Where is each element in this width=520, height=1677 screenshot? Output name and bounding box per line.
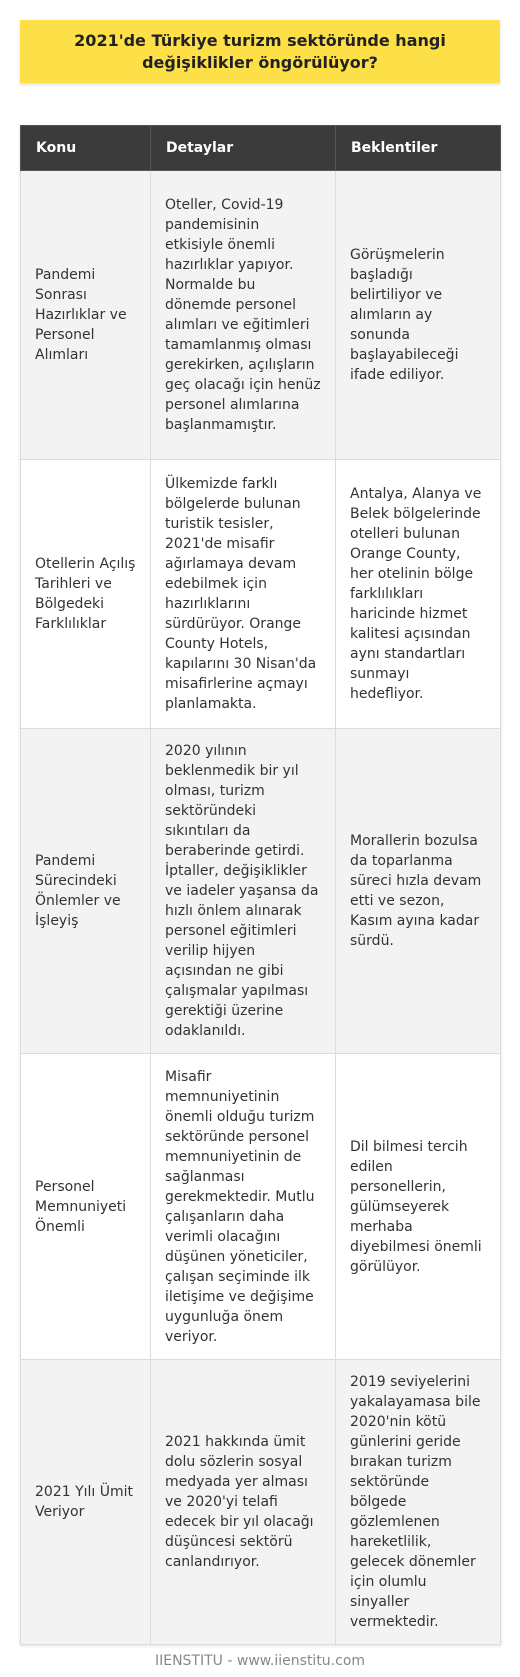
cell-konu: Pandemi Sürecindeki Önlemler ve İşleyiş <box>21 729 151 1054</box>
cell-beklentiler: Dil bilmesi tercih edilen personellerin, gülümseyerek merhaba diyebilmesi önemli görülüyor. <box>336 1054 501 1360</box>
cell-konu: Otellerin Açılış Tarihleri ve Bölgedeki Farklılıklar <box>21 460 151 729</box>
cell-konu: Personel Memnuniyeti Önemli <box>21 1054 151 1360</box>
cell-konu: Pandemi Sonrası Hazırlıklar ve Personel Alımları <box>21 171 151 460</box>
cell-detaylar: Misafir memnuniyetinin önemli olduğu turizm sektöründe personel memnuniyetinin de sağlanması gerekmektedir. Mutlu çalışanların daha verimli olacağını düşünen yöneticiler, çalışan seçiminde ilk iletişime ve değişime uygunluğa önem veriyor. <box>151 1054 336 1360</box>
column-header-detaylar: Detaylar <box>151 126 336 171</box>
data-table <box>20 125 501 1645</box>
cell-beklentiler: Antalya, Alanya ve Belek bölgelerinde otelleri bulunan Orange County, her otelinin bölge farklılıkları haricinde hizmet kalitesi açısından aynı standartları sunmayı hedefliyor. <box>336 460 501 729</box>
cell-detaylar: Oteller, Covid-19 pandemisinin etkisiyle önemli hazırlıklar yapıyor. Normalde bu dönemde personel alımları ve eğitimleri tamamlanmış olması gerekirken, açılışların geç olacağı için henüz personel alımlarına başlanmamıştır. <box>151 171 336 460</box>
column-header-konu: Konu <box>21 126 151 171</box>
title-banner <box>20 20 500 83</box>
cell-detaylar: Ülkemizde farklı bölgelerde bulunan turistik tesisler, 2021'de misafir ağırlamaya devam edebilmek için hazırlıklarını sürdürüyor. Orange County Hotels, kapılarını 30 Nisan'da misafirlerine açmayı planlamakta. <box>151 460 336 729</box>
cell-beklentiler: Görüşmelerin başladığı belirtiliyor ve alımların ay sonunda başlayabileceği ifade ediliyor. <box>336 171 501 460</box>
table-row <box>21 171 501 460</box>
table-row <box>21 1360 501 1645</box>
table-header-row <box>21 126 501 171</box>
table-row <box>21 1054 501 1360</box>
footer-credit: IIENSTITU - www.iienstitu.com <box>154 1653 366 1669</box>
cell-beklentiler: Morallerin bozulsa da toparlanma süreci hızla devam etti ve sezon, Kasım ayına kadar sürdü. <box>336 729 501 1054</box>
cell-beklentiler: 2019 seviyelerini yakalayamasa bile 2020'nin kötü günlerini geride bırakan turizm sektöründe bölgede gözlemlenen hareketlilik, gelecek dönemler için olumlu sinyaller vermektedir. <box>336 1360 501 1645</box>
cell-konu: 2021 Yılı Ümit Veriyor <box>21 1360 151 1645</box>
page-title: 2021'de Türkiye turizm sektöründe hangi değişiklikler öngörülüyor? <box>74 30 446 72</box>
cell-detaylar: 2021 hakkında ümit dolu sözlerin sosyal medyada yer alması ve 2020'yi telafi edecek bir yıl olacağı düşüncesi sektörü canlandırıyor. <box>151 1360 336 1645</box>
table-row <box>21 460 501 729</box>
cell-detaylar: 2020 yılının beklenmedik bir yıl olması, turizm sektöründeki sıkıntıları da beraberinde getirdi. İptaller, değişiklikler ve iadeler yaşansa da hızlı önlem alınarak personel eğitimleri verilip hijyen açısından ne gibi çalışmalar yapılması gerektiği üzerine odaklanıldı. <box>151 729 336 1054</box>
table-row <box>21 729 501 1054</box>
column-header-beklentiler: Beklentiler <box>336 126 501 171</box>
